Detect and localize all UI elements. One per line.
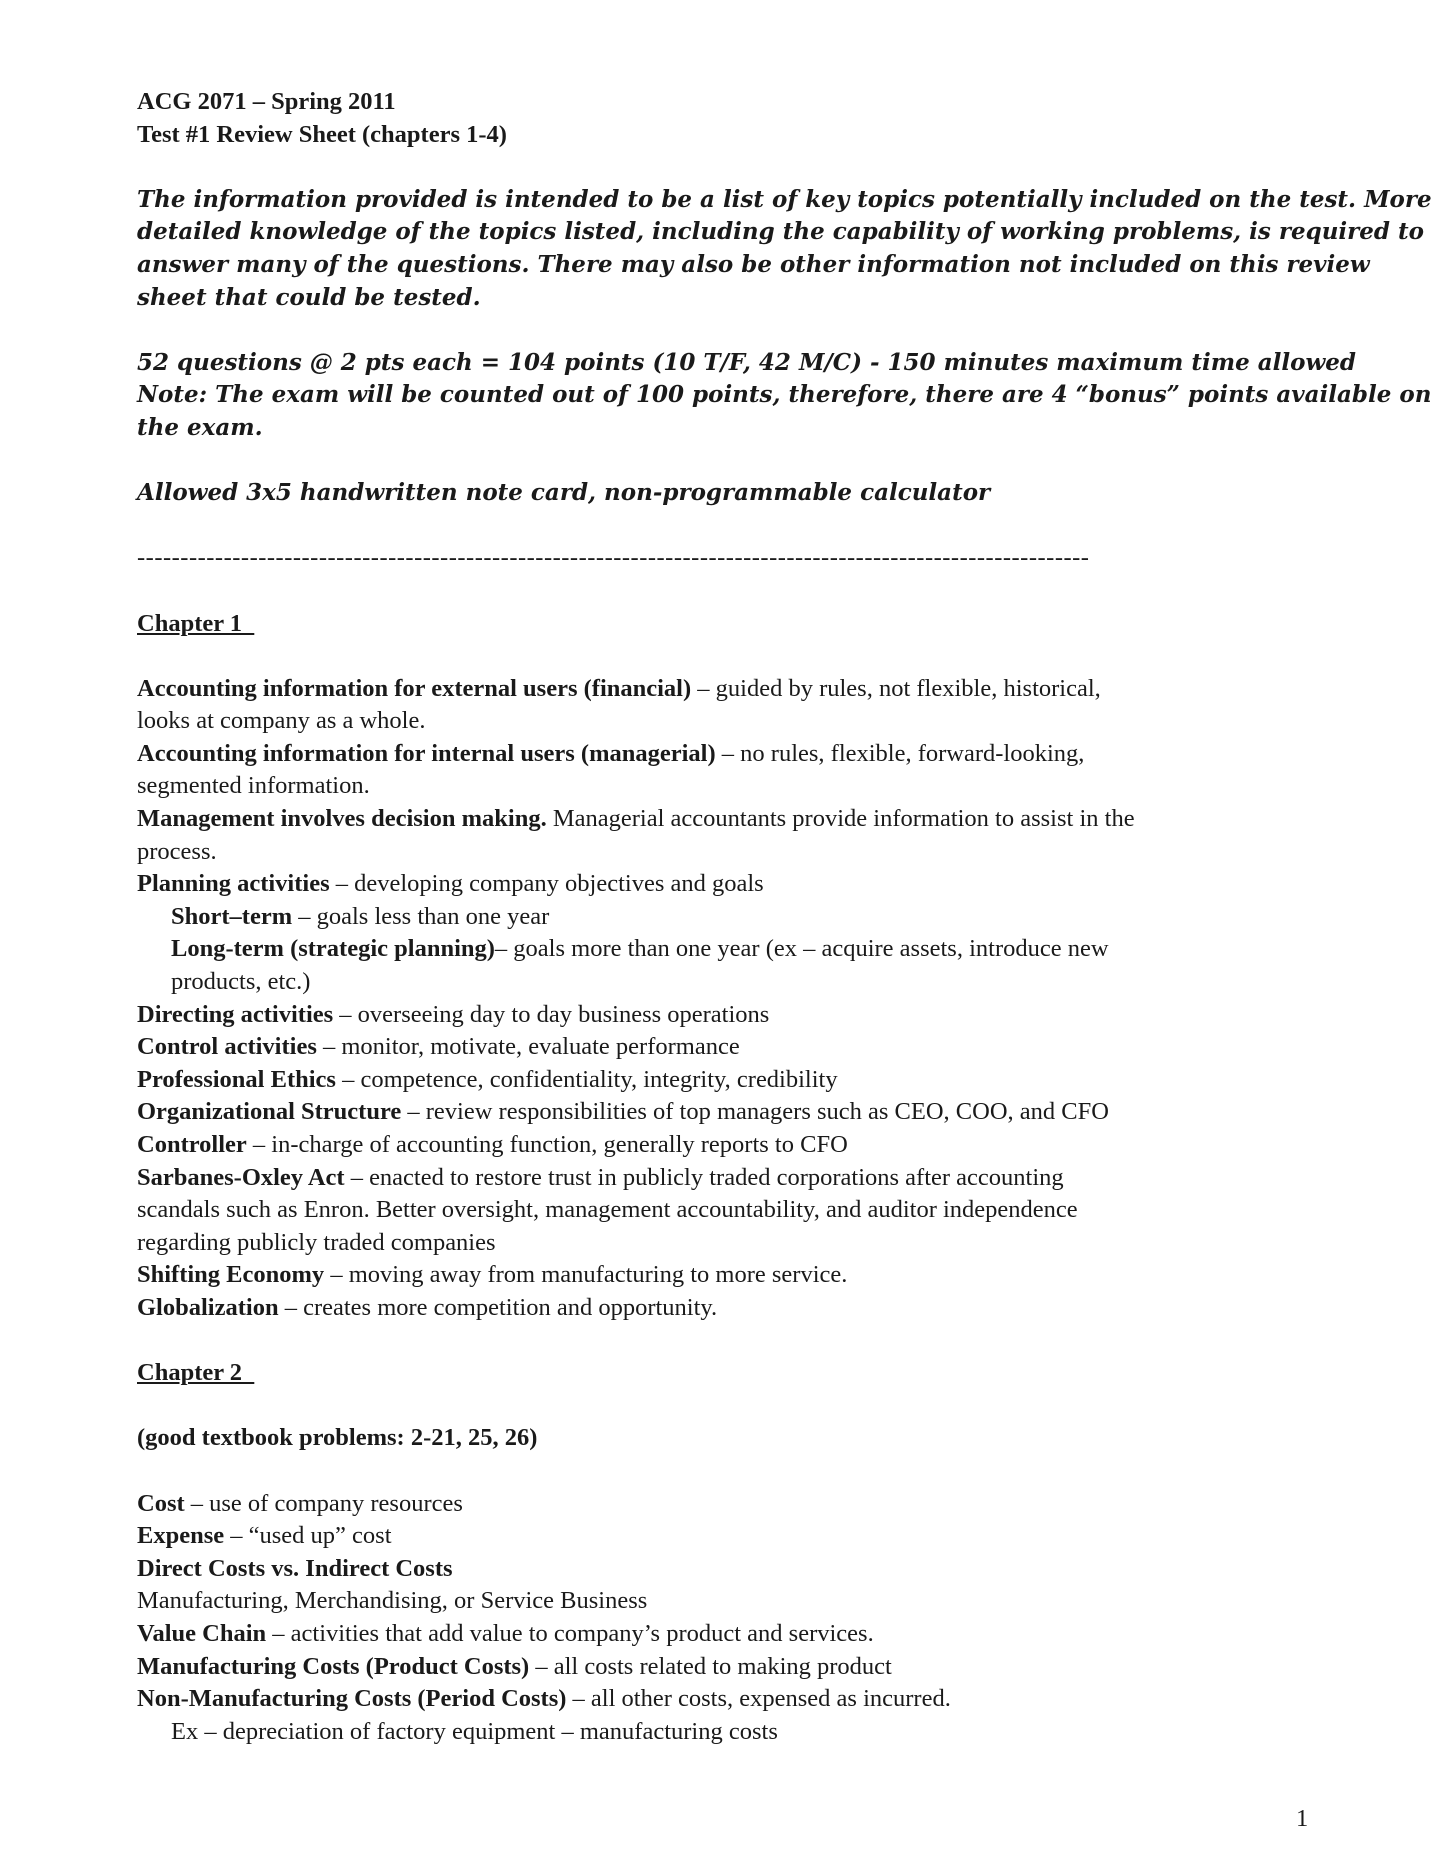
topic-text: Ex – depreciation of factory equipment – manufacturing costs [171, 1717, 778, 1745]
chapter-1-topics [137, 673, 1337, 1325]
topic-term: Controller [137, 1131, 247, 1158]
topic-text: – overseeing day to day business operations [333, 1000, 770, 1028]
topic-text: – use of company resources [184, 1489, 463, 1517]
topic-term: Shifting Economy [137, 1261, 325, 1289]
topic-term: Long-term (strategic planning) [171, 935, 495, 963]
exam-info-paragraph [137, 347, 1432, 445]
topic-term: Management involves decision making. [137, 805, 547, 833]
topic-item [137, 999, 1337, 1032]
topic-term: Planning activities [137, 870, 330, 898]
textbook-problems-note: (good textbook problems: 2-21, 25, 26) [137, 1424, 538, 1452]
review-sheet-subtitle: Test #1 Review Sheet (chapters 1-4) [137, 120, 507, 148]
topic-item [137, 1520, 1337, 1553]
topic-text: – enacted to restore trust in publicly traded corporations after accounting [344, 1163, 1064, 1191]
intro-paragraph [137, 184, 1432, 314]
intro-line: sheet that could be tested. [137, 283, 481, 311]
topic-text: – goals less than one year [292, 902, 550, 930]
topic-text: – all other costs, expensed as incurred. [566, 1685, 951, 1713]
topic-subitem [137, 901, 1337, 934]
page-number: 1 [1296, 1805, 1309, 1832]
exam-info-line: Note: The exam will be counted out of 100 points, therefore, there are 4 “bonus” points available on [137, 381, 1432, 409]
course-title: ACG 2071 – Spring 2011 [137, 88, 396, 115]
topic-text: – moving away from manufacturing to more service. [324, 1261, 848, 1289]
topic-item [137, 803, 1337, 836]
topic-text: – review responsibilities of top managers such as CEO, COO, and CFO [401, 1098, 1109, 1126]
topic-continuation: segmented information. [137, 772, 370, 800]
allowed-materials: Allowed 3x5 handwritten note card, non-programmable calculator [137, 479, 991, 507]
topic-term: Manufacturing Costs (Product Costs) [137, 1652, 530, 1680]
topic-term: Cost [137, 1489, 185, 1517]
topic-text: – “used up” cost [224, 1522, 392, 1550]
topic-item [137, 1129, 1337, 1162]
topic-text: – guided by rules, not flexible, historical, [691, 674, 1101, 702]
topic-item [137, 1488, 1337, 1521]
topic-term: Non-Manufacturing Costs (Period Costs) [137, 1685, 567, 1713]
topic-item [137, 673, 1337, 706]
topic-term: Globalization [137, 1293, 279, 1321]
topic-continuation: products, etc.) [171, 968, 311, 996]
topic-text: – creates more competition and opportunity. [278, 1293, 718, 1321]
separator-rule: -------------------------------------------------------------------------------------------------------------- [137, 544, 1090, 572]
topic-text: – competence, confidentiality, integrity, credibility [335, 1065, 838, 1093]
topic-term: Expense [137, 1522, 225, 1550]
topic-text: Managerial accountants provide information to assist in the [546, 805, 1135, 833]
topic-term: Short–term [171, 902, 293, 930]
topic-term: Accounting information for internal users (managerial) [137, 739, 716, 767]
topic-item [137, 1618, 1337, 1651]
exam-info-line: 52 questions @ 2 pts each = 104 points (10 T/F, 42 M/C) - 150 minutes maximum time allowed [137, 348, 1356, 376]
topic-text: – developing company objectives and goals [329, 870, 764, 898]
topic-continuation: scandals such as Enron. Better oversight, management accountability, and auditor independence [137, 1196, 1078, 1224]
topic-continuation: looks at company as a whole. [137, 707, 426, 735]
topic-item [137, 738, 1337, 771]
topic-item [137, 1259, 1337, 1292]
chapter-2-topics [137, 1488, 1337, 1749]
topic-continuation: regarding publicly traded companies [137, 1228, 496, 1256]
document-page [137, 86, 1432, 1748]
topic-term: Control activities [137, 1033, 317, 1061]
topic-term: Professional Ethics [137, 1065, 336, 1093]
topic-term: Directing activities [137, 1000, 334, 1028]
topic-text: Manufacturing, Merchandising, or Service Business [137, 1587, 648, 1615]
topic-text: – monitor, motivate, evaluate performance [316, 1033, 740, 1061]
topic-term: Organizational Structure [137, 1098, 402, 1126]
topic-item [137, 1064, 1337, 1097]
chapter-1-heading: Chapter 1 [137, 609, 255, 637]
topic-term: Value Chain [137, 1619, 267, 1647]
topic-item [137, 1651, 1337, 1684]
intro-line: The information provided is intended to be a list of key topics potentially included on the test. More [137, 185, 1432, 213]
topic-subitem [137, 933, 1337, 966]
topic-item [137, 1162, 1337, 1195]
chapter-2-heading: Chapter 2 [137, 1359, 255, 1387]
topic-item [137, 1096, 1337, 1129]
topic-term: Accounting information for external users (financial) [137, 674, 692, 702]
topic-text: – in-charge of accounting function, generally reports to CFO [246, 1131, 848, 1158]
topic-term: Sarbanes-Oxley Act [137, 1163, 345, 1191]
topic-text: – no rules, flexible, forward-looking, [715, 739, 1085, 767]
intro-line: answer many of the questions. There may also be other information not included on this review [137, 250, 1370, 278]
topic-continuation: process. [137, 837, 217, 865]
intro-line: detailed knowledge of the topics listed, including the capability of working problems, is required to [137, 218, 1424, 246]
topic-item [137, 1292, 1337, 1325]
topic-text: – goals more than one year (ex – acquire assets, introduce new [494, 935, 1109, 963]
exam-info-line: the exam. [137, 413, 263, 441]
topic-item [137, 1553, 1337, 1586]
topic-item [137, 1585, 1337, 1618]
topic-text: – activities that add value to company’s product and services. [266, 1619, 874, 1647]
topic-term: Direct Costs vs. Indirect Costs [137, 1554, 453, 1582]
topic-item [137, 1683, 1337, 1716]
topic-text: – all costs related to making product [529, 1652, 892, 1680]
topic-item [137, 868, 1337, 901]
topic-item [137, 1031, 1337, 1064]
topic-subitem [137, 1716, 1337, 1749]
